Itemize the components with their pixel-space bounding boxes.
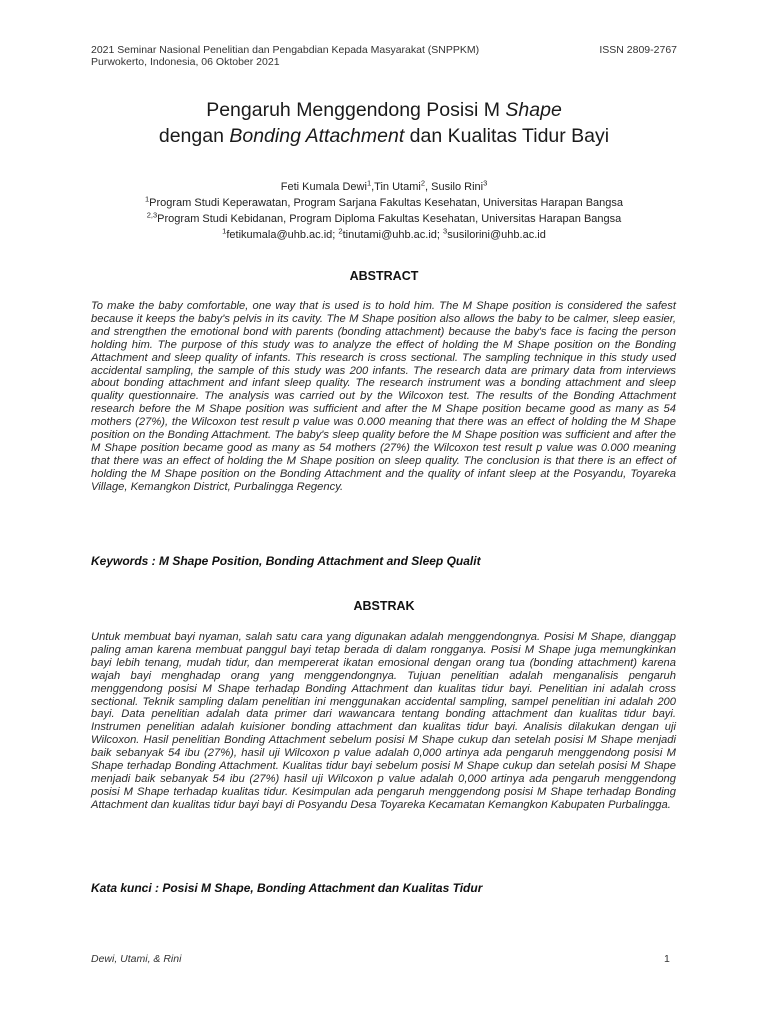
email-address: tinutami@uhb.ac.id; — [342, 229, 444, 241]
footer-authors: Dewi, Utami, & Rini — [91, 953, 182, 965]
paper-title — [60, 97, 708, 149]
affiliation-1 — [60, 195, 708, 211]
title-text: Pengaruh Menggendong Posisi M — [206, 99, 506, 121]
author-name: Feti Kumala Dewi — [280, 181, 367, 193]
author-superscript: 2 — [420, 178, 425, 188]
keywords-line: Keywords : M Shape Position, Bonding Attachment and Sleep Qualit — [91, 554, 481, 568]
email-superscript: 1 — [222, 226, 227, 236]
title-line-1 — [60, 97, 708, 123]
abstrak-heading: ABSTRAK — [353, 599, 415, 613]
conference-location-date: Purwokerto, Indonesia, 06 Oktober 2021 — [91, 56, 280, 68]
title-italic-text: Shape — [505, 99, 562, 121]
email-address: fetikumala@uhb.ac.id; — [226, 229, 339, 241]
title-italic-text: Bonding Attachment — [229, 125, 405, 147]
title-line-2 — [60, 123, 708, 149]
affiliation-text: Program Studi Keperawatan, Program Sarjana Fakultas Kesehatan, Universitas Harapan Bangsa — [149, 197, 624, 209]
email-address: susilorini@uhb.ac.id — [447, 229, 546, 241]
conference-info — [91, 44, 479, 68]
author-names — [60, 179, 708, 195]
title-text: dengan — [158, 125, 230, 147]
author-name: , Susilo Rini — [425, 181, 484, 193]
title-text: dan Kualitas Tidur Bayi — [404, 125, 610, 147]
affiliation-superscript: 2,3 — [146, 210, 158, 220]
abstrak-body: Untuk membuat bayi nyaman, salah satu cara yang digunakan adalah menggendongnya. Posisi M Shape, dianggap paling aman karena membuat panggul bayi tetap berada di dalam rongganya. Posisi M Shape juga memungkinkan bayi lebih tenang, mudah tidur, dan mempererat ikatan emosional dengan orang tua (bonding attachment) karena wajah bayi menghadap orang yang menggendongnya. Tujuan penelitian adalah menganalisis pengaruh menggendong posisi M Shape terhadap Bonding Attachment dan kualitas tidur bayi. Penelitian ini adalah cross sectional. Teknik sampling dalam penelitian ini menggunakan accidental sampling, sampel penelitian ini adalah 200 bayi. Data penelitian adalah data primer dari wawancara tentang bonding attachment dan kualitas tidur bayi. Instrumen penelitian adalah kuisioner bonding attachment dan kualitas tidur bayi. Analisis dilakukan dengan uji Wilcoxon. Hasil penelitian Bonding Attachment sebelum posisi M Shape cukup dan setelah posisi M Shape menjadi baik sebanyak 54 ibu (27%), hasil uji Wilcoxon p value adalah 0,000 artinya ada pengaruh menggendong posisi M Shape terhadap Bonding Attachment. Kualitas tidur bayi sebelum posisi M Shape cukup dan setelah posisi M Shape menjadi baik sebanyak 54 ibu (27%) hasil uji Wilcoxon p value adalah 0,000 artinya ada pengaruh menggendong posisi M Shape terhadap kualitas tidur. Kesimpulan ada pengaruh menggendong posisi M Shape terhadap Bonding Attachment dan kualitas tidur bayi bayi di Posyandu Desa Toyareka Kecamatan Kemangkon Kabupaten Purbalingga. — [91, 631, 676, 811]
affiliation-text: Program Studi Kebidanan, Program Diploma Fakultas Kesehatan, Universitas Harapan Bangsa — [157, 213, 622, 225]
conference-name: 2021 Seminar Nasional Penelitian dan Pengabdian Kepada Masyarakat (SNPPKM) — [91, 44, 480, 56]
author-superscript: 1 — [366, 178, 372, 188]
author-name: ,Tin Utami — [371, 181, 421, 193]
abstract-body: To make the baby comfortable, one way that is used is to hold him. The M Shape position is considered the safest because it keeps the baby's pelvis in its cavity. The M Shape position also allows the baby to be calmer, sleep easier, and strengthen the emotional bond with parents (bonding attachment) because the baby's face is facing the person holding him. The purpose of this study was to analyze the effect of holding the M Shape position on the Bonding Attachment and sleep quality of infants. This research is cross sectional. The sampling technique in this study used accidental sampling, the sample of this study was 200 infants. The research data are primary data from interviews about bonding attachment and infant sleep quality. The research instrument was a bonding attachment and sleep quality questionnaire. The analysis was carried out by the Wilcoxon test. The results of the Bonding Attachment research before the M Shape position was sufficient and after the M Shape position became good as many as 54 mothers (27%), the Wilcoxon test result p value was 0.000 meaning that there was an effect of holding the M Shape position on the Bonding Attachment. The baby's sleep quality before the M Shape position was sufficient and after the M Shape position became good as many as 54 mothers (27%) the Wilcoxon test result p value was 0.000 meaning that there was an effect of holding the M Shape position on sleep quality. The conclusion is that there is an effect of holding the M Shape position on the Bonding Attachment and the quality of infant sleep at the Posyandu, Toyareka Village, Kemangkon District, Purbalingga Regency. — [91, 300, 676, 493]
author-block — [60, 179, 708, 243]
affiliation-2 — [60, 211, 708, 227]
kata-kunci-line: Kata kunci : Posisi M Shape, Bonding Attachment dan Kualitas Tidur — [91, 881, 483, 895]
author-superscript: 3 — [483, 178, 488, 188]
abstract-heading: ABSTRACT — [349, 269, 419, 283]
affiliation-superscript: 1 — [144, 194, 150, 204]
email-superscript: 3 — [443, 226, 448, 236]
email-superscript: 2 — [338, 226, 343, 236]
author-emails — [60, 227, 708, 243]
issn: ISSN 2809-2767 — [599, 44, 677, 56]
running-header — [91, 44, 677, 68]
page-number: 1 — [664, 953, 670, 965]
